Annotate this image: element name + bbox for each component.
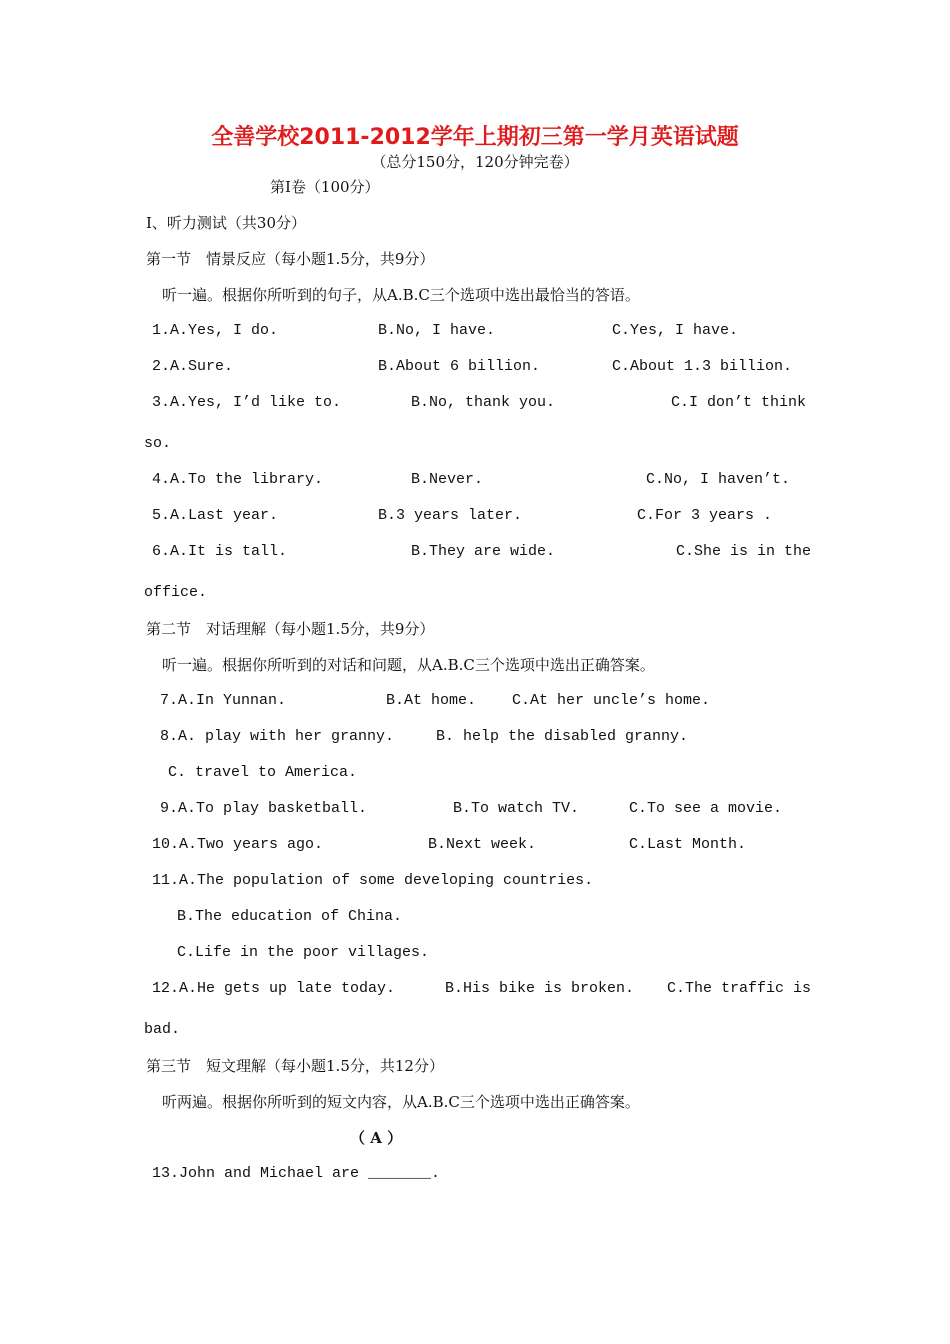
q9-option-b: B.To watch TV. xyxy=(453,800,580,817)
q11-option-b: B.The education of China. xyxy=(177,908,403,925)
q11-option-a: 11.A.The population of some developing countries. xyxy=(152,872,594,889)
q4-option-b: B.Never. xyxy=(411,471,484,488)
q3-option-c: C.I don’t think xyxy=(671,394,807,411)
q7-option-a: 7.A.In Yunnan. xyxy=(160,692,287,709)
q1-option-a: 1.A.Yes, I do. xyxy=(152,322,279,339)
q9-option-c: C.To see a movie. xyxy=(629,800,783,817)
q6-option-c: C.She is in the xyxy=(676,543,812,560)
q9-option-a: 9.A.To play basketball. xyxy=(160,800,368,817)
q7-option-c: C.At her uncle’s home. xyxy=(512,692,711,709)
section1-heading: 第一节 情景反应（每小题1.5分，共9分） xyxy=(146,250,435,268)
q1-option-b: B.No, I have. xyxy=(378,322,496,339)
exam-title: 全善学校2011-2012学年上期初三第一学月英语试题 xyxy=(211,125,739,150)
section3-heading: 第三节 短文理解（每小题1.5分，共12分） xyxy=(146,1057,444,1075)
q12-option-b: B.His bike is broken. xyxy=(445,980,635,997)
q2-option-c: C.About 1.3 billion. xyxy=(612,358,793,375)
q5-option-b: B.3 years later. xyxy=(378,507,523,524)
q10-option-a: 10.A.Two years ago. xyxy=(152,836,324,853)
q6-option-a: 6.A.It is tall. xyxy=(152,543,288,560)
section1-instruction: 听一遍。根据你所听到的句子，从A.B.C三个选项中选出最恰当的答语。 xyxy=(162,286,640,304)
q3-option-b: B.No, thank you. xyxy=(411,394,556,411)
q10-option-b: B.Next week. xyxy=(428,836,537,853)
q6-continuation: office. xyxy=(144,584,208,601)
section3-instruction: 听两遍。根据你所听到的短文内容，从A.B.C三个选项中选出正确答案。 xyxy=(162,1093,640,1111)
q2-option-a: 2.A.Sure. xyxy=(152,358,234,375)
q10-option-c: C.Last Month. xyxy=(629,836,747,853)
q12-option-a: 12.A.He gets up late today. xyxy=(152,980,396,997)
section2-instruction: 听一遍。根据你所听到的对话和问题，从A.B.C三个选项中选出正确答案。 xyxy=(162,656,655,674)
q12-option-c: C.The traffic is xyxy=(667,980,812,997)
q4-option-c: C.No, I haven’t. xyxy=(646,471,791,488)
section2-heading: 第二节 对话理解（每小题1.5分，共9分） xyxy=(146,620,435,638)
q4-option-a: 4.A.To the library. xyxy=(152,471,324,488)
q1-option-c: C.Yes, I have. xyxy=(612,322,739,339)
q8-option-b: B. help the disabled granny. xyxy=(436,728,689,745)
q2-option-b: B.About 6 billion. xyxy=(378,358,541,375)
q5-option-c: C.For 3 years . xyxy=(637,507,773,524)
exam-subtitle: （总分150分，120分钟完卷） xyxy=(371,153,579,171)
q6-option-b: B.They are wide. xyxy=(411,543,556,560)
volume-label: 第Ⅰ卷（100分） xyxy=(270,178,380,196)
q11-option-c: C.Life in the poor villages. xyxy=(177,944,430,961)
q8-option-a: 8.A. play with her granny. xyxy=(160,728,395,745)
passage-a-label: （ A ） xyxy=(350,1129,403,1147)
part1-heading: Ⅰ、听力测试（共30分） xyxy=(146,214,307,232)
q12-continuation: bad. xyxy=(144,1021,181,1038)
q3-continuation: so. xyxy=(144,435,172,452)
q13-stem: 13.John and Michael are _______. xyxy=(152,1165,441,1182)
q5-option-a: 5.A.Last year. xyxy=(152,507,279,524)
q7-option-b: B.At home. xyxy=(386,692,477,709)
q3-option-a: 3.A.Yes, I’d like to. xyxy=(152,394,342,411)
q8-option-c: C. travel to America. xyxy=(168,764,358,781)
